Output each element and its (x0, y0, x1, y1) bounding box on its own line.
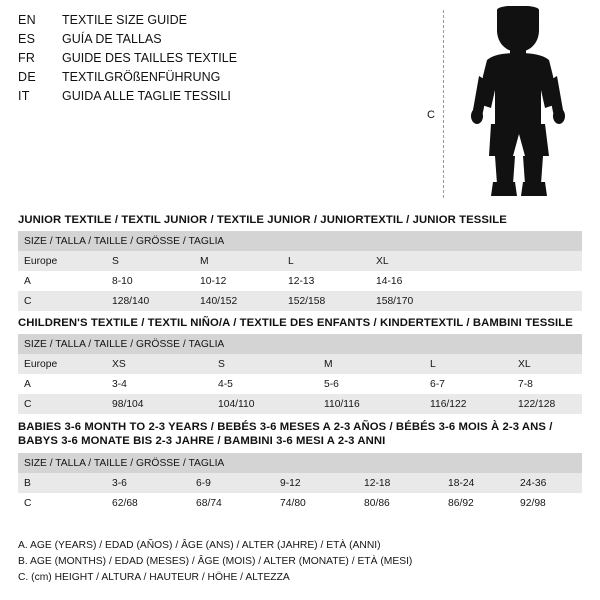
cell: 74/80 (274, 493, 358, 513)
cell: 98/104 (106, 394, 212, 414)
table-row (18, 354, 582, 374)
cell: 5-6 (318, 374, 424, 394)
table-row (18, 291, 582, 311)
cell: 104/110 (212, 394, 318, 414)
language-title: GUIDA ALLE TAGLIE TESSILI (62, 89, 231, 103)
language-row (18, 89, 418, 108)
row-label: A (18, 271, 106, 291)
row-label: C (18, 493, 106, 513)
cell: 68/74 (190, 493, 274, 513)
cell: 140/152 (194, 291, 282, 311)
table-header-label: SIZE / TALLA / TAILLE / GRÖSSE / TAGLIA (18, 453, 582, 473)
cell (458, 251, 582, 271)
cell: 3-6 (106, 473, 190, 493)
table-row (18, 251, 582, 271)
section-children (18, 317, 582, 414)
legend-line-a: A. AGE (YEARS) / EDAD (AÑOS) / ÂGE (ANS) / ALTER (JAHRE) / ETÀ (ANNI) (18, 540, 381, 551)
cell: XL (370, 251, 458, 271)
row-label: C (18, 394, 106, 414)
row-label: C (18, 291, 106, 311)
cell: 4-5 (212, 374, 318, 394)
legend-line-c: C. (cm) HEIGHT / ALTURA / HAUTEUR / HÖHE / ALTEZZA (18, 572, 290, 583)
cell: 92/98 (514, 493, 582, 513)
language-code: EN (18, 13, 36, 27)
legend (18, 538, 578, 586)
section-junior (18, 214, 582, 311)
cell: 6-9 (190, 473, 274, 493)
table-header-row (18, 334, 582, 354)
language-title: TEXTILE SIZE GUIDE (62, 13, 188, 27)
cell: 128/140 (106, 291, 194, 311)
section-title: BABIES 3-6 MONTH TO 2-3 YEARS / BEBÉS 3-6 MESES A 2-3 AÑOS / BÉBÉS 3-6 MOIS À 2-3 ANS / BABYS 3-6 MONATE BIS 2-3 JAHRE / BAMBINI 3-6 MESI A 2-3 ANNI (18, 421, 553, 447)
cell: 10-12 (194, 271, 282, 291)
table-header-label: SIZE / TALLA / TAILLE / GRÖSSE / TAGLIA (18, 231, 582, 251)
table-header-row (18, 453, 582, 473)
language-row (18, 51, 418, 70)
size-table-babies (18, 453, 582, 513)
cell (458, 271, 582, 291)
language-header (18, 13, 418, 108)
language-title: GUIDE DES TAILLES TEXTILE (62, 51, 238, 65)
table-row (18, 394, 582, 414)
size-table-children (18, 334, 582, 414)
row-label: B (18, 473, 106, 493)
figure-area (425, 4, 590, 204)
cell: S (212, 354, 318, 374)
language-code: FR (18, 51, 36, 65)
language-title: TEXTILGRÖßENFÜHRUNG (62, 70, 221, 84)
row-label: Europe (18, 354, 106, 374)
height-axis-label: C (427, 109, 435, 121)
cell: 14-16 (370, 271, 458, 291)
cell: 152/158 (282, 291, 370, 311)
cell: 158/170 (370, 291, 458, 311)
table-header-label: SIZE / TALLA / TAILLE / GRÖSSE / TAGLIA (18, 334, 582, 354)
language-row (18, 32, 418, 51)
section-title: JUNIOR TEXTILE / TEXTIL JUNIOR / TEXTILE JUNIOR / JUNIORTEXTIL / JUNIOR TESSILE (18, 214, 507, 226)
section-title: CHILDREN'S TEXTILE / TEXTIL NIÑO/A / TEXTILE DES ENFANTS / KINDERTEXTIL / BAMBINI TESSILE (18, 317, 573, 329)
section-babies (18, 420, 582, 513)
table-row (18, 473, 582, 493)
cell: 8-10 (106, 271, 194, 291)
cell: 24-36 (514, 473, 582, 493)
cell: L (282, 251, 370, 271)
cell: 110/116 (318, 394, 424, 414)
cell: 122/128 (512, 394, 582, 414)
cell: XL (512, 354, 582, 374)
legend-line-b: B. AGE (MONTHS) / EDAD (MESES) / ÂGE (MOIS) / ALTER (MONATE) / ETÀ (MESI) (18, 556, 413, 567)
cell: 116/122 (424, 394, 512, 414)
table-row (18, 493, 582, 513)
cell: S (106, 251, 194, 271)
cell: 62/68 (106, 493, 190, 513)
child-silhouette-icon (453, 6, 583, 202)
cell: 12-13 (282, 271, 370, 291)
cell: M (194, 251, 282, 271)
cell: 12-18 (358, 473, 442, 493)
cell: XS (106, 354, 212, 374)
size-table-junior (18, 231, 582, 311)
language-code: ES (18, 32, 36, 46)
cell: L (424, 354, 512, 374)
cell: 6-7 (424, 374, 512, 394)
table-row (18, 374, 582, 394)
cell: M (318, 354, 424, 374)
cell: 18-24 (442, 473, 514, 493)
table-header-row (18, 231, 582, 251)
language-row (18, 13, 418, 32)
cell: 80/86 (358, 493, 442, 513)
language-code: IT (18, 89, 30, 103)
row-label: Europe (18, 251, 106, 271)
cell: 9-12 (274, 473, 358, 493)
cell (458, 291, 582, 311)
cell: 3-4 (106, 374, 212, 394)
cell: 86/92 (442, 493, 514, 513)
row-label: A (18, 374, 106, 394)
cell: 7-8 (512, 374, 582, 394)
height-measure-line (443, 10, 444, 198)
language-code: DE (18, 70, 36, 84)
language-row (18, 70, 418, 89)
language-title: GUÍA DE TALLAS (62, 32, 162, 46)
table-row (18, 271, 582, 291)
